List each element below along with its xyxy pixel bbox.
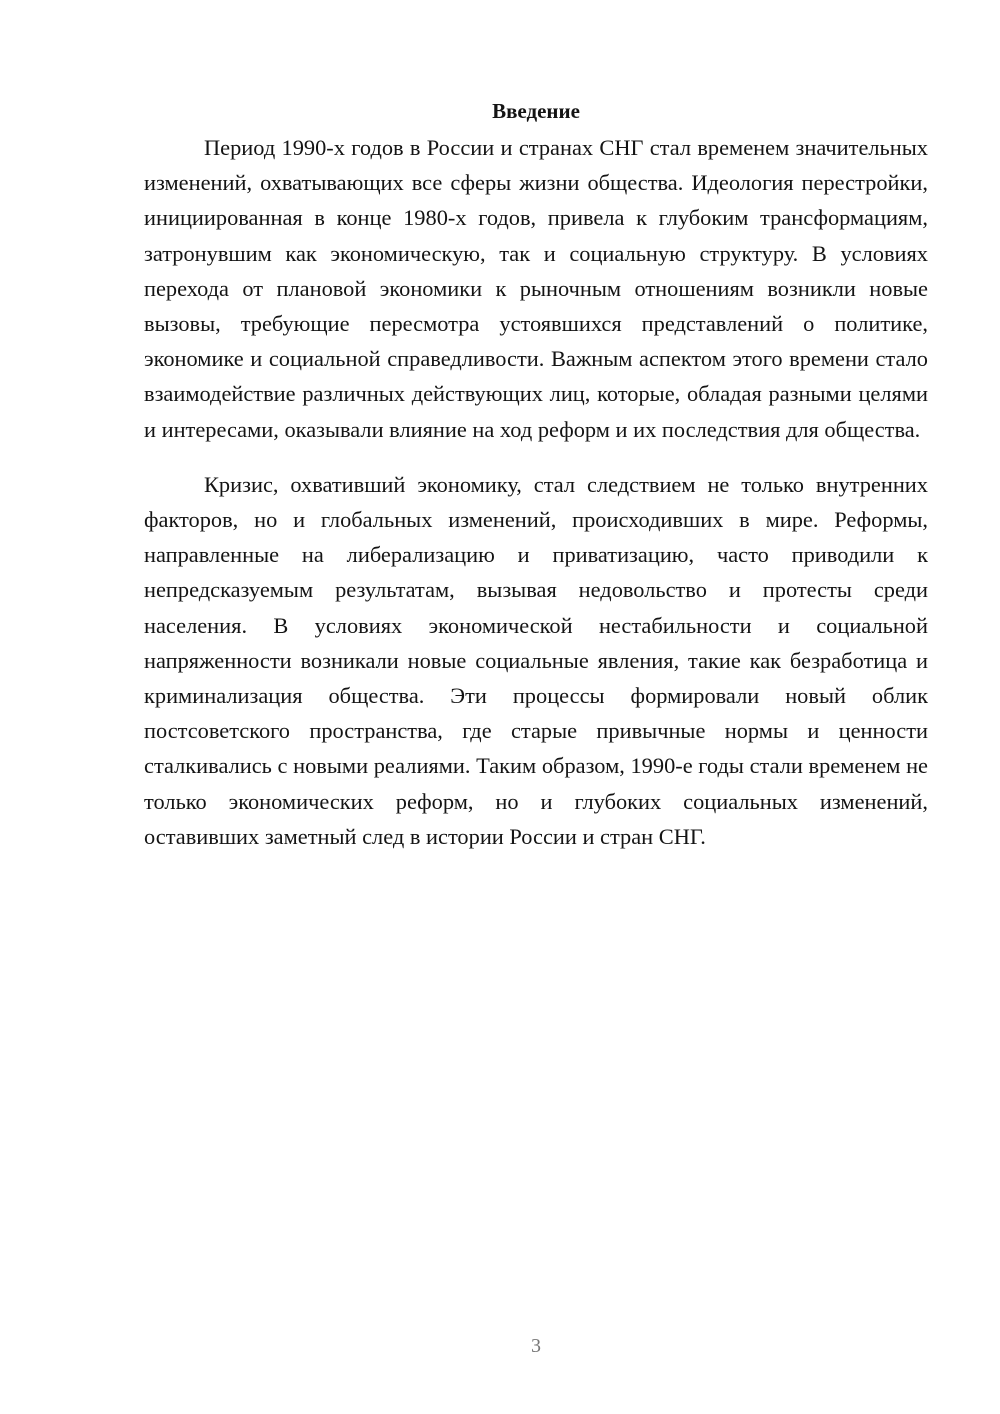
body-paragraph: Кризис, охвативший экономику, стал следствием не только внутренних факторов, но и глобальных изменений, происходивших в мире. Реформы, направленные на либерализацию и приватизацию, часто приводили к непредсказуемым результатам, вызывая недовольство и протесты среди населения. В условиях экономической нестабильности и социальной напряженности возникали новые социальные явления, такие как безработица и криминализация общества. Эти процессы формировали новый облик постсоветского пространства, где старые привычные нормы и ценности сталкивались с новыми реалиями. Таким образом, 1990-е годы стали временем не только экономических реформ, но и глубоких социальных изменений, оставивших заметный след в истории России и стран СНГ. — [144, 471, 928, 849]
section-title: Введение — [492, 99, 580, 123]
page-content — [144, 96, 928, 854]
page-number: 3 — [531, 1335, 541, 1357]
body-paragraph: Период 1990-х годов в России и странах СНГ стал временем значительных изменений, охватывающих все сферы жизни общества. Идеология перестройки, инициированная в конце 1980-х годов, привела к глубоким трансформациям, затронувшим как экономическую, так и социальную структуру. В условиях перехода от плановой экономики к рыночным отношениям возникли новые вызовы, требующие пересмотра устоявшихся представлений о политике, экономике и социальной справедливости. Важным аспектом этого времени стало взаимодействие различных действующих лиц, которые, обладая разными целями и интересами, оказывали влияние на ход реформ и их последствия для общества. — [144, 135, 928, 442]
